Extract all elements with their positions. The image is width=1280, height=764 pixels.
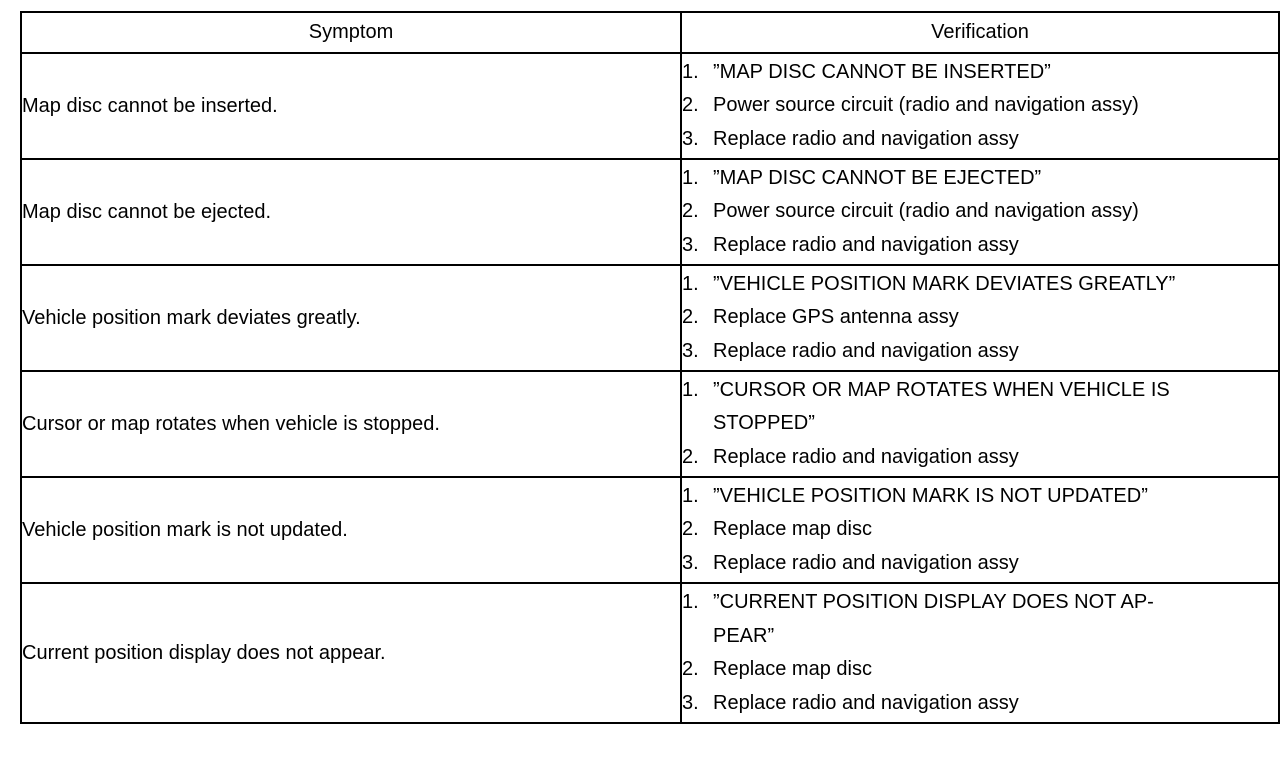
symptom-cell: Current position display does not appear. (21, 583, 681, 723)
verification-steps (682, 162, 1278, 263)
step-text: ”MAP DISC CANNOT BE EJECTED” (713, 166, 1042, 189)
step-text: ”CURSOR OR MAP ROTATES WHEN VEHICLE IS STOPPED” (713, 378, 1170, 435)
step-text: Replace radio and navigation assy (713, 339, 1019, 362)
step-number: 3. (682, 551, 699, 574)
verification-step (682, 229, 1278, 263)
symptom-cell: Map disc cannot be ejected. (21, 159, 681, 265)
step-number: 2. (682, 200, 699, 223)
step-text: ”VEHICLE POSITION MARK IS NOT UPDATED” (713, 484, 1148, 507)
table-row (21, 371, 1279, 477)
verification-step (682, 56, 1278, 90)
step-number: 2. (682, 518, 699, 541)
table-row (21, 265, 1279, 371)
verification-step (682, 162, 1278, 196)
verification-cell (681, 371, 1279, 477)
step-text: Replace GPS antenna assy (713, 306, 959, 329)
step-number: 3. (682, 691, 699, 714)
step-text: Replace map disc (713, 658, 872, 680)
step-number: 2. (682, 306, 699, 329)
step-text: Power source circuit (radio and navigation assy) (713, 94, 1139, 117)
step-number: 1. (682, 272, 699, 295)
step-text: Replace radio and navigation assy (713, 445, 1019, 468)
step-number: 2. (682, 445, 699, 468)
verification-cell (681, 159, 1279, 265)
step-text: ”CURRENT POSITION DISPLAY DOES NOT AP- PEAR” (713, 591, 1154, 647)
verification-steps (682, 374, 1278, 475)
step-number: 1. (682, 166, 699, 189)
verification-step (682, 513, 1278, 547)
symptom-cell: Map disc cannot be inserted. (21, 53, 681, 159)
symptom-cell: Cursor or map rotates when vehicle is stopped. (21, 371, 681, 477)
step-text: Replace radio and navigation assy (713, 233, 1019, 256)
symptom-cell: Vehicle position mark is not updated. (21, 477, 681, 583)
verification-step (682, 89, 1278, 123)
step-text: Replace map disc (713, 518, 872, 541)
header-symptom: Symptom (21, 12, 681, 53)
step-number: 1. (682, 378, 699, 401)
step-number: 3. (682, 127, 699, 150)
verification-step (682, 123, 1278, 157)
step-text: Replace radio and navigation assy (713, 127, 1019, 150)
verification-step (682, 480, 1278, 514)
table-row (21, 583, 1279, 723)
step-text: Replace radio and navigation assy (713, 691, 1019, 714)
verification-step (682, 586, 1278, 653)
table-row (21, 477, 1279, 583)
step-number: 3. (682, 233, 699, 256)
verification-step (682, 653, 1278, 687)
verification-cell (681, 583, 1279, 723)
step-number: 1. (682, 60, 699, 83)
verification-step (682, 547, 1278, 581)
step-number: 1. (682, 591, 699, 613)
verification-step (682, 195, 1278, 229)
step-text: Power source circuit (radio and navigation assy) (713, 200, 1139, 223)
table-header-row (21, 12, 1279, 53)
verification-step (682, 301, 1278, 335)
header-verification: Verification (681, 12, 1279, 53)
verification-steps (682, 480, 1278, 581)
verification-steps (682, 586, 1278, 720)
symptom-verification-table (20, 11, 1280, 724)
verification-cell (681, 53, 1279, 159)
verification-cell (681, 265, 1279, 371)
table-row (21, 53, 1279, 159)
step-number: 2. (682, 658, 699, 680)
verification-step (682, 374, 1278, 441)
verification-step (682, 687, 1278, 721)
step-number: 1. (682, 484, 699, 507)
step-number: 3. (682, 339, 699, 362)
step-number: 2. (682, 94, 699, 117)
verification-step (682, 268, 1278, 302)
verification-step (682, 335, 1278, 369)
step-text: ”MAP DISC CANNOT BE INSERTED” (713, 60, 1051, 83)
symptom-cell: Vehicle position mark deviates greatly. (21, 265, 681, 371)
verification-steps (682, 268, 1278, 369)
verification-steps (682, 56, 1278, 157)
verification-step (682, 441, 1278, 475)
verification-cell (681, 477, 1279, 583)
step-text: Replace radio and navigation assy (713, 551, 1019, 574)
table-row (21, 159, 1279, 265)
step-text: ”VEHICLE POSITION MARK DEVIATES GREATLY” (713, 272, 1176, 295)
